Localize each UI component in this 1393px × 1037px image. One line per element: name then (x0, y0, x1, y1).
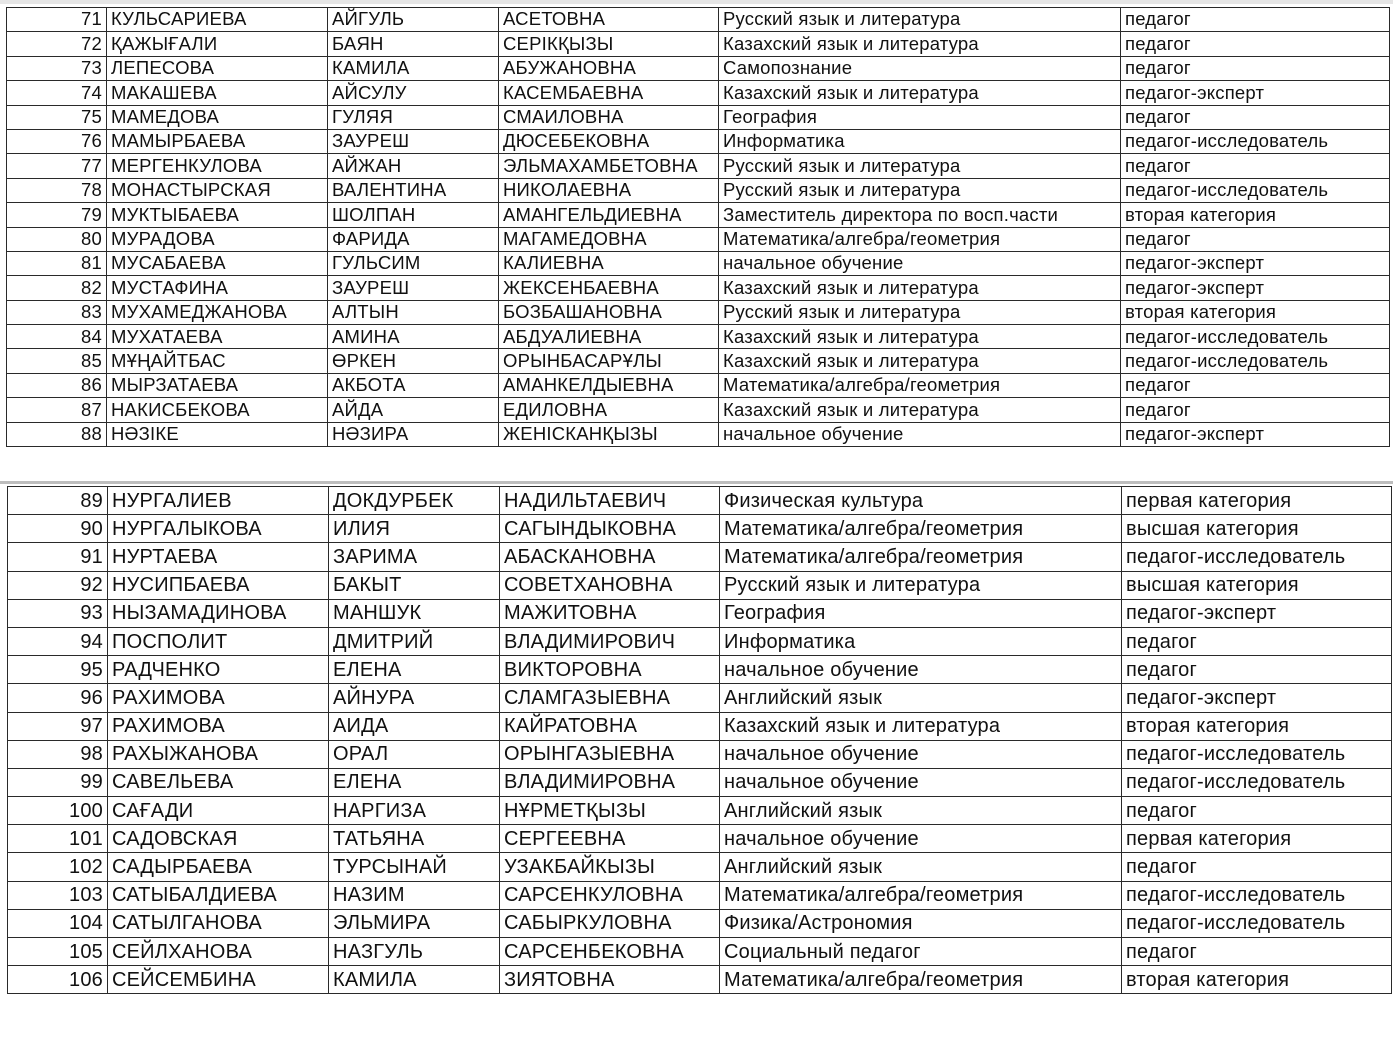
first-name-cell: АЙДА (328, 398, 499, 422)
table-row (8, 487, 1392, 515)
table-row (8, 797, 1392, 825)
category-cell: высшая категория (1122, 571, 1392, 599)
table-row (7, 251, 1390, 275)
row-number-cell: 93 (8, 599, 108, 627)
category-cell: педагог (1122, 853, 1392, 881)
row-number-cell: 79 (7, 203, 107, 227)
staff-table-upper (6, 7, 1390, 447)
patronymic-cell: КАСЕМБАЕВНА (499, 81, 719, 105)
surname-cell: НУРГАЛЫКОВА (108, 515, 329, 543)
first-name-cell: ФАРИДА (328, 227, 499, 251)
patronymic-cell: УЗАКБАЙКЫЗЫ (500, 853, 720, 881)
row-number-cell: 97 (8, 712, 108, 740)
row-number-cell: 83 (7, 300, 107, 324)
category-cell: вторая категория (1122, 966, 1392, 994)
row-number-cell: 72 (7, 32, 107, 56)
row-number-cell: 96 (8, 684, 108, 712)
category-cell: педагог (1121, 8, 1390, 32)
first-name-cell: АМИНА (328, 325, 499, 349)
surname-cell: СЕЙЛХАНОВА (108, 938, 329, 966)
row-number-cell: 90 (8, 515, 108, 543)
patronymic-cell: ВЛАДИМИРОВИЧ (500, 627, 720, 655)
category-cell: вторая категория (1122, 712, 1392, 740)
surname-cell: МУХАМЕДЖАНОВА (107, 300, 328, 324)
surname-cell: КУЛЬСАРИЕВА (107, 8, 328, 32)
subject-cell: начальное обучение (719, 251, 1121, 275)
staff-table-lower (7, 486, 1392, 994)
first-name-cell: ЭЛЬМИРА (329, 909, 500, 937)
subject-cell: Казахский язык и литература (719, 349, 1121, 373)
subject-cell: Русский язык и литература (719, 300, 1121, 324)
subject-cell: Английский язык (720, 684, 1122, 712)
table-row (7, 422, 1390, 446)
surname-cell: РАХИМОВА (108, 684, 329, 712)
row-number-cell: 74 (7, 81, 107, 105)
first-name-cell: НӘЗИРА (328, 422, 499, 446)
category-cell: педагог (1122, 797, 1392, 825)
surname-cell: НУСИПБАЕВА (108, 571, 329, 599)
patronymic-cell: САРСЕНБЕКОВНА (500, 938, 720, 966)
surname-cell: СЕЙСЕМБИНА (108, 966, 329, 994)
table-row (7, 276, 1390, 300)
table-row (7, 227, 1390, 251)
category-cell: педагог-исследователь (1121, 325, 1390, 349)
surname-cell: МУСАБАЕВА (107, 251, 328, 275)
surname-cell: МУРАДОВА (107, 227, 328, 251)
row-number-cell: 103 (8, 881, 108, 909)
category-cell: педагог (1121, 56, 1390, 80)
table-row (8, 543, 1392, 571)
subject-cell: Русский язык и литература (719, 154, 1121, 178)
subject-cell: Информатика (720, 627, 1122, 655)
subject-cell: Казахский язык и литература (719, 32, 1121, 56)
surname-cell: НАКИСБЕКОВА (107, 398, 328, 422)
first-name-cell: ЕЛЕНА (329, 656, 500, 684)
first-name-cell: АЛТЫН (328, 300, 499, 324)
patronymic-cell: КАЛИЕВНА (499, 251, 719, 275)
table-row (8, 740, 1392, 768)
first-name-cell: ЕЛЕНА (329, 768, 500, 796)
row-number-cell: 89 (8, 487, 108, 515)
subject-cell: начальное обучение (720, 740, 1122, 768)
surname-cell: МАМЫРБАЕВА (107, 129, 328, 153)
category-cell: педагог (1121, 373, 1390, 397)
first-name-cell: ЗАУРЕШ (328, 276, 499, 300)
first-name-cell: НАЗИМ (329, 881, 500, 909)
category-cell: вторая категория (1121, 203, 1390, 227)
surname-cell: САДОВСКАЯ (108, 825, 329, 853)
row-number-cell: 98 (8, 740, 108, 768)
subject-cell: Самопознание (719, 56, 1121, 80)
row-number-cell: 102 (8, 853, 108, 881)
surname-cell: САТЫЛГАНОВА (108, 909, 329, 937)
surname-cell: МЕРГЕНКУЛОВА (107, 154, 328, 178)
subject-cell: Социальный педагог (720, 938, 1122, 966)
table-row (7, 178, 1390, 202)
patronymic-cell: ЕДИЛОВНА (499, 398, 719, 422)
subject-cell: Казахский язык и литература (720, 712, 1122, 740)
first-name-cell: ТАТЬЯНА (329, 825, 500, 853)
patronymic-cell: САРСЕНКУЛОВНА (500, 881, 720, 909)
row-number-cell: 106 (8, 966, 108, 994)
subject-cell: Казахский язык и литература (719, 276, 1121, 300)
table-row (8, 825, 1392, 853)
table-row (8, 712, 1392, 740)
category-cell: педагог-исследователь (1122, 909, 1392, 937)
surname-cell: РАДЧЕНКО (108, 656, 329, 684)
first-name-cell: ГУЛЯЯ (328, 105, 499, 129)
surname-cell: МУСТАФИНА (107, 276, 328, 300)
first-name-cell: ЗАРИМА (329, 543, 500, 571)
patronymic-cell: ВЛАДИМИРОВНА (500, 768, 720, 796)
table-row (8, 684, 1392, 712)
table-row (7, 154, 1390, 178)
subject-cell: начальное обучение (720, 825, 1122, 853)
category-cell: педагог (1121, 105, 1390, 129)
patronymic-cell: АСЕТОВНА (499, 8, 719, 32)
row-number-cell: 105 (8, 938, 108, 966)
surname-cell: МАМЕДОВА (107, 105, 328, 129)
category-cell: педагог (1121, 32, 1390, 56)
row-number-cell: 104 (8, 909, 108, 937)
surname-cell: НЫЗАМАДИНОВА (108, 599, 329, 627)
table-row (7, 373, 1390, 397)
subject-cell: Математика/алгебра/геометрия (720, 543, 1122, 571)
table-row (7, 203, 1390, 227)
subject-cell: Математика/алгебра/геометрия (720, 881, 1122, 909)
table-row (7, 8, 1390, 32)
table-row (8, 909, 1392, 937)
patronymic-cell: ЭЛЬМАХАМБЕТОВНА (499, 154, 719, 178)
row-number-cell: 99 (8, 768, 108, 796)
surname-cell: НӘЗІКЕ (107, 422, 328, 446)
category-cell: педагог-эксперт (1121, 422, 1390, 446)
subject-cell: География (720, 599, 1122, 627)
first-name-cell: АЙСУЛУ (328, 81, 499, 105)
surname-cell: САҒАДИ (108, 797, 329, 825)
category-cell: педагог (1122, 656, 1392, 684)
table-row (8, 881, 1392, 909)
surname-cell: НУРГАЛИЕВ (108, 487, 329, 515)
first-name-cell: МАНШУК (329, 599, 500, 627)
subject-cell: География (719, 105, 1121, 129)
table-row (7, 325, 1390, 349)
patronymic-cell: ДЮСЕБЕКОВНА (499, 129, 719, 153)
surname-cell: ЛЕПЕСОВА (107, 56, 328, 80)
subject-cell: Английский язык (720, 853, 1122, 881)
table-row (8, 966, 1392, 994)
patronymic-cell: СЕРІКҚЫЗЫ (499, 32, 719, 56)
row-number-cell: 76 (7, 129, 107, 153)
row-number-cell: 84 (7, 325, 107, 349)
first-name-cell: ИЛИЯ (329, 515, 500, 543)
category-cell: педагог-исследователь (1121, 349, 1390, 373)
row-number-cell: 86 (7, 373, 107, 397)
patronymic-cell: ЗИЯТОВНА (500, 966, 720, 994)
first-name-cell: ГУЛЬСИМ (328, 251, 499, 275)
category-cell: педагог-эксперт (1121, 276, 1390, 300)
first-name-cell: ОРАЛ (329, 740, 500, 768)
subject-cell: Английский язык (720, 797, 1122, 825)
first-name-cell: ТУРСЫНАЙ (329, 853, 500, 881)
row-number-cell: 100 (8, 797, 108, 825)
patronymic-cell: СЛАМГАЗЫЕВНА (500, 684, 720, 712)
subject-cell: Русский язык и литература (720, 571, 1122, 599)
surname-cell: ҚАЖЫҒАЛИ (107, 32, 328, 56)
table-row (8, 627, 1392, 655)
table-row (7, 398, 1390, 422)
subject-cell: Информатика (719, 129, 1121, 153)
first-name-cell: БАКЫТ (329, 571, 500, 599)
category-cell: педагог-эксперт (1121, 251, 1390, 275)
row-number-cell: 71 (7, 8, 107, 32)
category-cell: педагог (1122, 627, 1392, 655)
first-name-cell: ДОКДУРБЕК (329, 487, 500, 515)
first-name-cell: БАЯН (328, 32, 499, 56)
category-cell: первая категория (1122, 825, 1392, 853)
table-row (8, 515, 1392, 543)
row-number-cell: 87 (7, 398, 107, 422)
patronymic-cell: ВИКТОРОВНА (500, 656, 720, 684)
patronymic-cell: АБДУАЛИЕВНА (499, 325, 719, 349)
top-edge-line (0, 0, 1393, 4)
table-row (8, 599, 1392, 627)
first-name-cell: АЙГУЛЬ (328, 8, 499, 32)
patronymic-cell: АМАНГЕЛЬДИЕВНА (499, 203, 719, 227)
category-cell: педагог-исследователь (1122, 881, 1392, 909)
surname-cell: САТЫБАЛДИЕВА (108, 881, 329, 909)
table-row (8, 938, 1392, 966)
category-cell: педагог-исследователь (1121, 178, 1390, 202)
patronymic-cell: ОРЫНБАСАРҰЛЫ (499, 349, 719, 373)
patronymic-cell: ЖЕНІСКАНҚЫЗЫ (499, 422, 719, 446)
subject-cell: начальное обучение (720, 768, 1122, 796)
surname-cell: НУРТАЕВА (108, 543, 329, 571)
subject-cell: Математика/алгебра/геометрия (720, 515, 1122, 543)
table-row (7, 32, 1390, 56)
row-number-cell: 101 (8, 825, 108, 853)
subject-cell: Физическая культура (720, 487, 1122, 515)
category-cell: педагог-эксперт (1121, 81, 1390, 105)
category-cell: высшая категория (1122, 515, 1392, 543)
subject-cell: Математика/алгебра/геометрия (719, 373, 1121, 397)
first-name-cell: АЙНУРА (329, 684, 500, 712)
patronymic-cell: СМАИЛОВНА (499, 105, 719, 129)
category-cell: педагог-исследователь (1121, 129, 1390, 153)
subject-cell: Физика/Астрономия (720, 909, 1122, 937)
subject-cell: начальное обучение (720, 656, 1122, 684)
surname-cell: МЫРЗАТАЕВА (107, 373, 328, 397)
first-name-cell: КАМИЛА (328, 56, 499, 80)
row-number-cell: 88 (7, 422, 107, 446)
patronymic-cell: ОРЫНГАЗЫЕВНА (500, 740, 720, 768)
patronymic-cell: АМАНКЕЛДЫЕВНА (499, 373, 719, 397)
row-number-cell: 85 (7, 349, 107, 373)
table-row (7, 129, 1390, 153)
first-name-cell: ӨРКЕН (328, 349, 499, 373)
row-number-cell: 77 (7, 154, 107, 178)
subject-cell: Русский язык и литература (719, 8, 1121, 32)
subject-cell: Казахский язык и литература (719, 325, 1121, 349)
table-row (7, 56, 1390, 80)
patronymic-cell: КАЙРАТОВНА (500, 712, 720, 740)
row-number-cell: 95 (8, 656, 108, 684)
category-cell: педагог-эксперт (1122, 599, 1392, 627)
patronymic-cell: НАДИЛЬТАЕВИЧ (500, 487, 720, 515)
surname-cell: МАКАШЕВА (107, 81, 328, 105)
category-cell: вторая категория (1121, 300, 1390, 324)
category-cell: педагог-исследователь (1122, 543, 1392, 571)
table-row (7, 81, 1390, 105)
patronymic-cell: СЕРГЕЕВНА (500, 825, 720, 853)
table-row (8, 571, 1392, 599)
table-row (8, 656, 1392, 684)
first-name-cell: АКБОТА (328, 373, 499, 397)
surname-cell: МОНАСТЫРСКАЯ (107, 178, 328, 202)
table-row (8, 768, 1392, 796)
first-name-cell: АЙЖАН (328, 154, 499, 178)
subject-cell: Русский язык и литература (719, 178, 1121, 202)
row-number-cell: 92 (8, 571, 108, 599)
surname-cell: РАХИМОВА (108, 712, 329, 740)
table-row (7, 349, 1390, 373)
category-cell: педагог (1121, 227, 1390, 251)
patronymic-cell: МАГАМЕДОВНА (499, 227, 719, 251)
category-cell: педагог-исследователь (1122, 768, 1392, 796)
surname-cell: РАХЫЖАНОВА (108, 740, 329, 768)
row-number-cell: 91 (8, 543, 108, 571)
patronymic-cell: НҰРМЕТҚЫЗЫ (500, 797, 720, 825)
patronymic-cell: ЖЕКСЕНБАЕВНА (499, 276, 719, 300)
surname-cell: МУКТЫБАЕВА (107, 203, 328, 227)
subject-cell: начальное обучение (719, 422, 1121, 446)
table-row (7, 105, 1390, 129)
surname-cell: ПОСПОЛИТ (108, 627, 329, 655)
row-number-cell: 78 (7, 178, 107, 202)
section-separator (0, 481, 1393, 484)
patronymic-cell: САБЫРКУЛОВНА (500, 909, 720, 937)
patronymic-cell: АБАСКАНОВНА (500, 543, 720, 571)
category-cell: педагог-эксперт (1122, 684, 1392, 712)
row-number-cell: 81 (7, 251, 107, 275)
category-cell: первая категория (1122, 487, 1392, 515)
row-number-cell: 80 (7, 227, 107, 251)
table-row (7, 300, 1390, 324)
subject-cell: Казахский язык и литература (719, 398, 1121, 422)
first-name-cell: ВАЛЕНТИНА (328, 178, 499, 202)
subject-cell: Казахский язык и литература (719, 81, 1121, 105)
table-row (8, 853, 1392, 881)
row-number-cell: 82 (7, 276, 107, 300)
surname-cell: САДЫРБАЕВА (108, 853, 329, 881)
first-name-cell: КАМИЛА (329, 966, 500, 994)
patronymic-cell: АБУЖАНОВНА (499, 56, 719, 80)
first-name-cell: НАЗГУЛЬ (329, 938, 500, 966)
patronymic-cell: БОЗБАШАНОВНА (499, 300, 719, 324)
patronymic-cell: СОВЕТХАНОВНА (500, 571, 720, 599)
first-name-cell: ШОЛПАН (328, 203, 499, 227)
category-cell: педагог (1121, 398, 1390, 422)
first-name-cell: АИДА (329, 712, 500, 740)
row-number-cell: 75 (7, 105, 107, 129)
subject-cell: Математика/алгебра/геометрия (720, 966, 1122, 994)
surname-cell: МУХАТАЕВА (107, 325, 328, 349)
first-name-cell: НАРГИЗА (329, 797, 500, 825)
first-name-cell: ДМИТРИЙ (329, 627, 500, 655)
category-cell: педагог (1122, 938, 1392, 966)
patronymic-cell: МАЖИТОВНА (500, 599, 720, 627)
patronymic-cell: САГЫНДЫКОВНА (500, 515, 720, 543)
surname-cell: МҰҢАЙТБАС (107, 349, 328, 373)
category-cell: педагог (1121, 154, 1390, 178)
subject-cell: Заместитель директора по восп.части (719, 203, 1121, 227)
first-name-cell: ЗАУРЕШ (328, 129, 499, 153)
surname-cell: САВЕЛЬЕВА (108, 768, 329, 796)
row-number-cell: 94 (8, 627, 108, 655)
subject-cell: Математика/алгебра/геометрия (719, 227, 1121, 251)
patronymic-cell: НИКОЛАЕВНА (499, 178, 719, 202)
row-number-cell: 73 (7, 56, 107, 80)
category-cell: педагог-исследователь (1122, 740, 1392, 768)
